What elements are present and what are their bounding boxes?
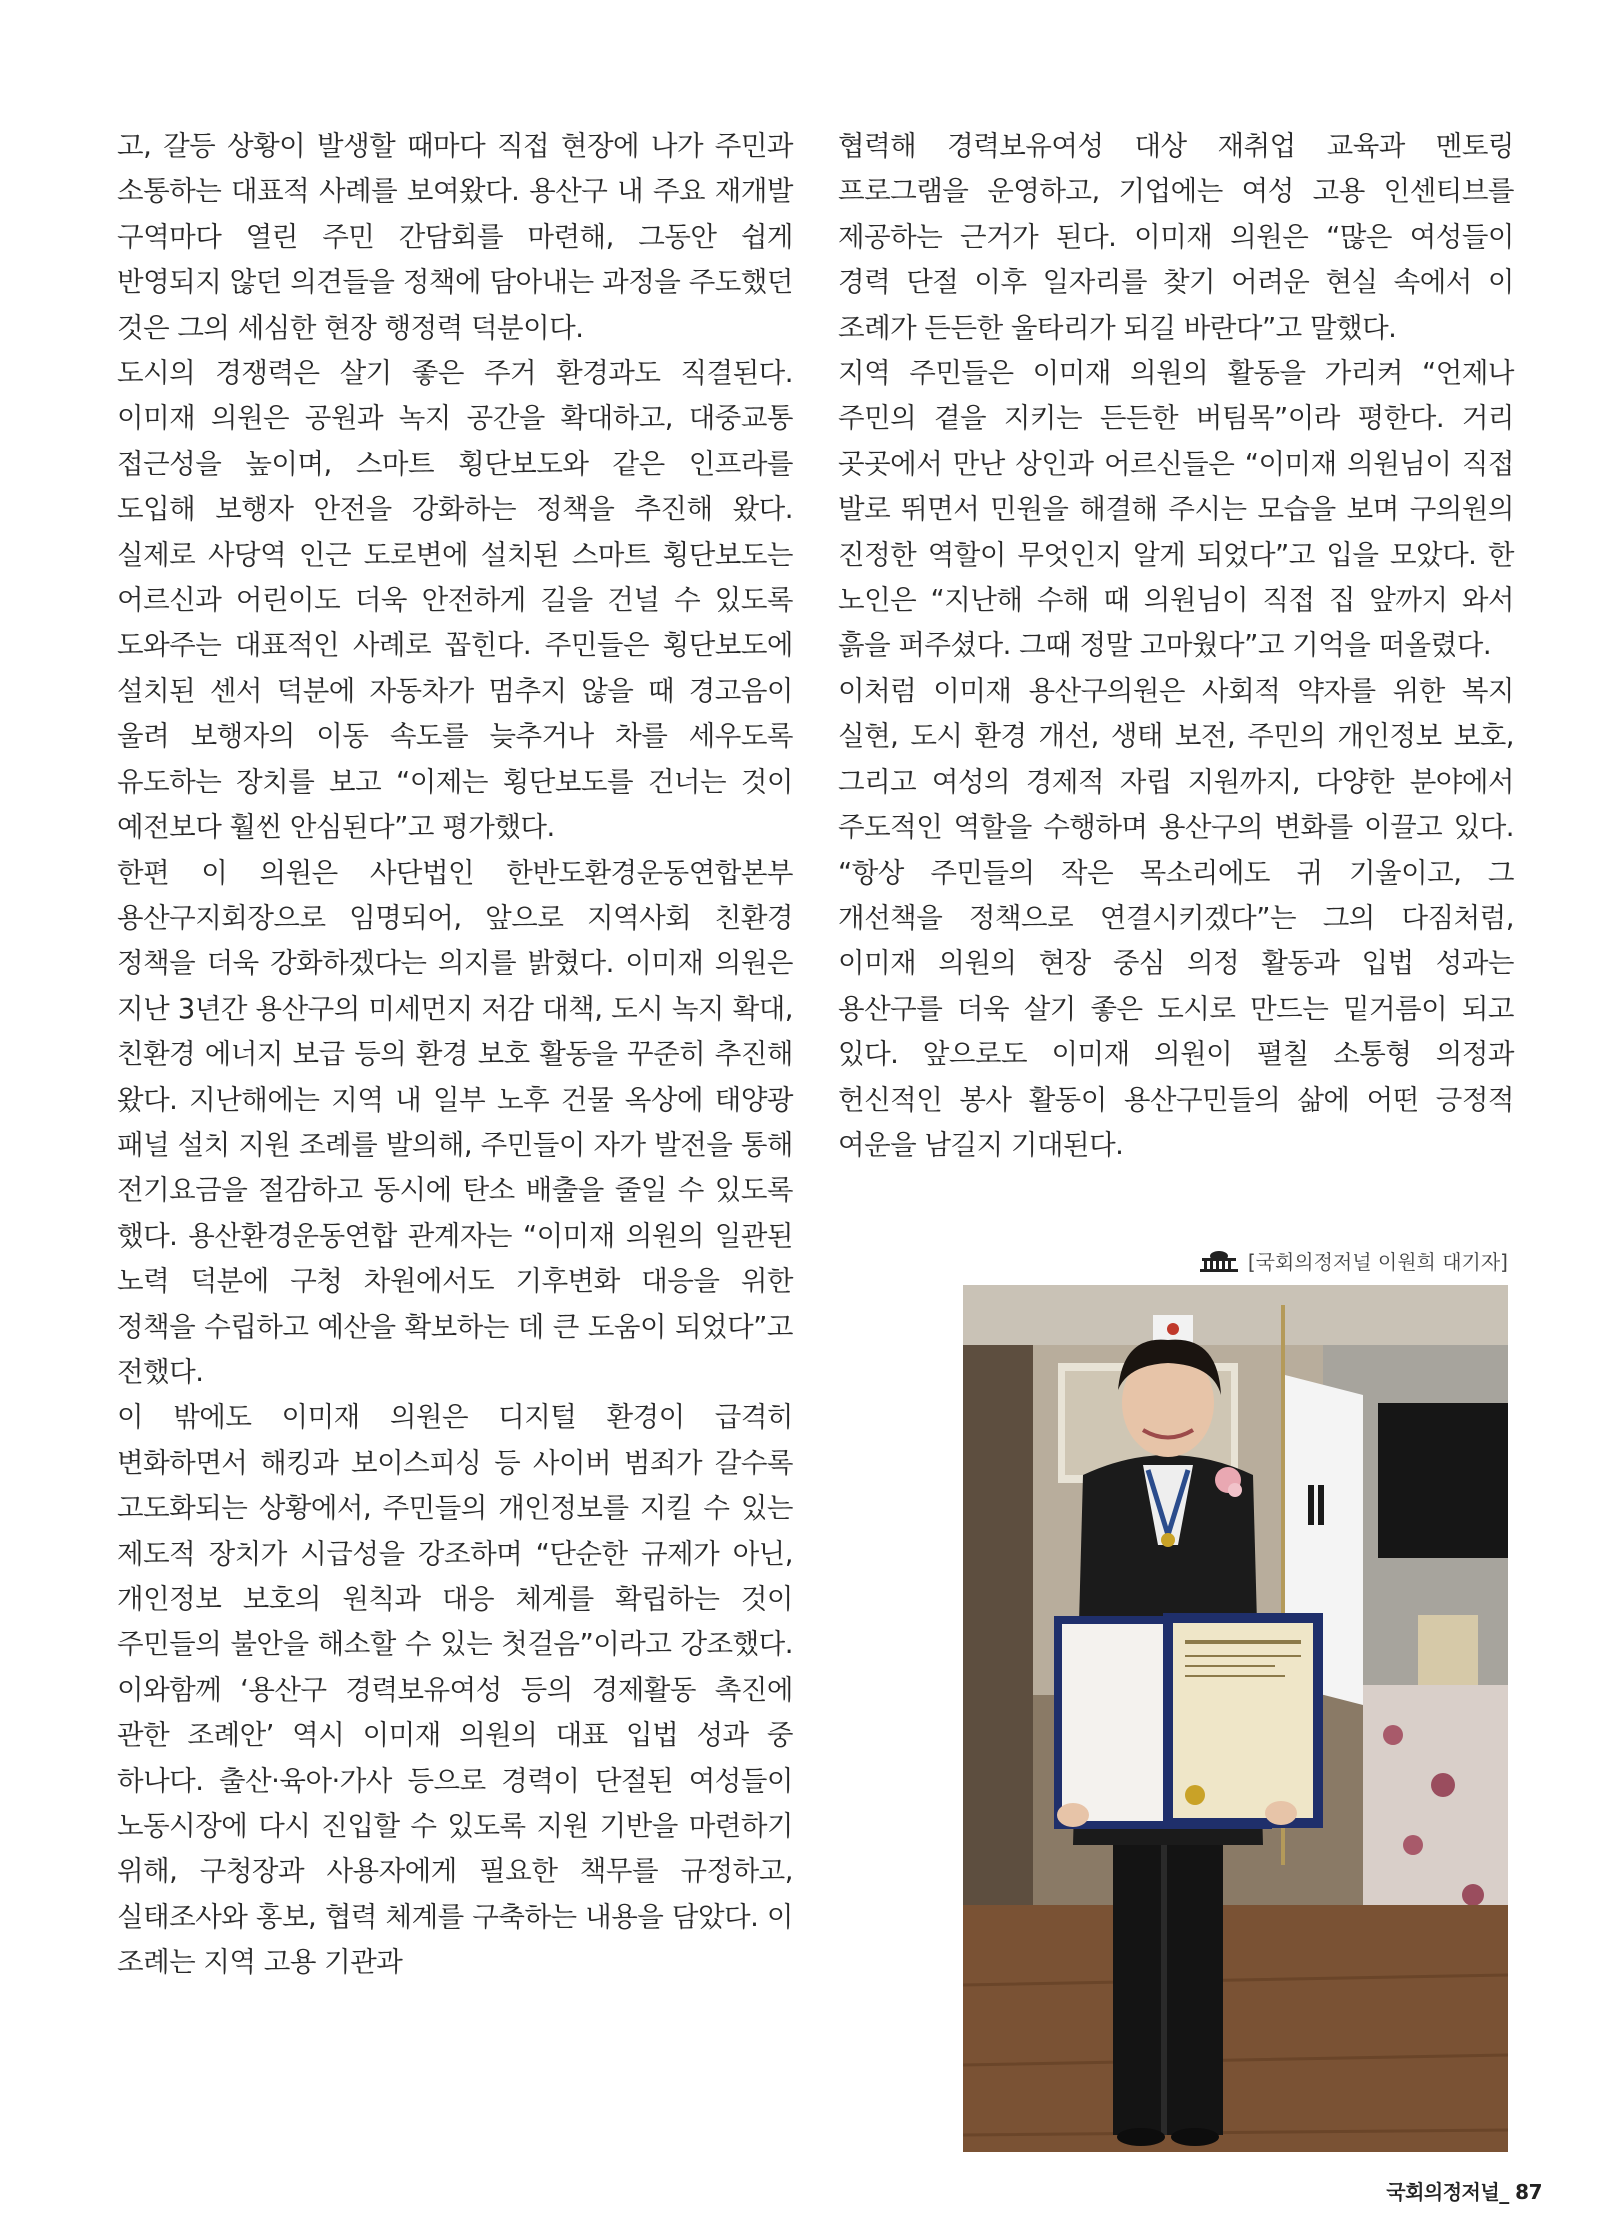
article-paragraph: 도시의 경쟁력은 살기 좋은 주거 환경과도 직결된다. 이미재 의원은 공원과 녹지 공간을 확대하고, 대중교통 접근성을 높이며, 스마트 횡단보도와 같은 인프라를 도입해 보행자 안전을 강화하는 정책을 추진해 왔다. 실제로 사당역 인근 도로변에 설치된 스마트 횡단보도는 어르신과 어린이도 더욱 안전하게 길을 건널 수 있도록 도와주는 대표적인 사례로 꼽힌다. 주민들은 횡단보도에 설치된 센서 덕분에 자동차가 멈추지 않을 때 경고음이 울려 보행자의 이동 속도를 늦추거나 차를 세우도록 유도하는 장치를 보고 “이제는 횡단보도를 건너는 것이 예전보다 훨씬 안심된다”고 평가했다. (117, 357, 793, 844)
article-paragraph: 이 밖에도 이미재 의원은 디지털 환경이 급격히 변화하면서 해킹과 보이스피싱 등 사이버 범죄가 갈수록 고도화되는 상황에서, 주민들의 개인정보를 지킬 수 있는 제도적 장치가 시급성을 강조하며 “단순한 규제가 아닌, 개인정보 보호의 원칙과 대응 체계를 확립하는 것이 주민들의 불안을 해소할 수 있는 첫걸음”이라고 강조했다. 이와함께 ‘용산구 경력보유여성 등의 경제활동 촉진에 관한 조례안’ 역시 이미재 의원의 대표 입법 성과 중 하나다. 출산·육아·가사 등으로 경력이 단절된 여성들이 노동시장에 다시 진입할 수 있도록 지원 기반을 마련하기 위해, 구청장과 사용자에게 필요한 책무를 규정하고, 실태조사와 홍보, 협력 체계를 구축하는 내용을 담았다. 이 조례는 지역 고용 기관과 (117, 1401, 793, 1979)
article-paragraph: 이처럼 이미재 용산구의원은 사회적 약자를 위한 복지 실현, 도시 환경 개선, 생태 보전, 주민의 개인정보 보호, 그리고 여성의 경제적 자립 지원까지, 다양한 분야에서 주도적인 역할을 수행하며 용산구의 변화를 이끌고 있다. “항상 주민들의 작은 목소리에도 귀 기울이고, 그 개선책을 정책으로 연결시키겠다”는 그의 다짐처럼, 이미재 의원의 현장 중심 의정 활동과 입법 성과는 용산구를 더욱 살기 좋은 도시로 만드는 밑거름이 되고 있다. 앞으로도 이미재 의원이 펼칠 소통형 의정과 헌신적인 봉사 활동이 용산구민들의 삶에 어떤 긍정적 여운을 남길지 기대된다. (838, 674, 1514, 1161)
article-column-right (838, 124, 1514, 1168)
article-paragraph: 협력해 경력보유여성 대상 재취업 교육과 멘토링 프로그램을 운영하고, 기업에는 여성 고용 인센티브를 제공하는 근거가 된다. 이미재 의원은 “많은 여성들이 경력 단절 이후 일자리를 찾기 어려운 현실 속에서 이 조례가 든든한 울타리가 되길 바란다”고 말했다. (838, 130, 1514, 344)
article-paragraph: 고, 갈등 상황이 발생할 때마다 직접 현장에 나가 주민과 소통하는 대표적 사례를 보여왔다. 용산구 내 주요 재개발 구역마다 열린 주민 간담회를 마련해, 그동안 쉽게 반영되지 않던 의견들을 정책에 담아내는 과정을 주도했던 것은 그의 세심한 현장 행정력 덕분이다. (117, 130, 793, 344)
article-paragraph: 지역 주민들은 이미재 의원의 활동을 가리켜 “언제나 주민의 곁을 지키는 든든한 버팀목”이라 평한다. 거리 곳곳에서 만난 상인과 어르신들은 “이미재 의원님이 직접 발로 뛰면서 민원을 해결해 주시는 모습을 보며 구의원의 진정한 역할이 무엇인지 알게 되었다”고 입을 모았다. 한 노인은 “지난해 수해 때 의원님이 직접 집 앞까지 와서 흙을 퍼주셨다. 그때 정말 고마웠다”고 기억을 떠올렸다. (838, 357, 1514, 662)
article-column-left (117, 124, 793, 1986)
parliament-icon (1198, 1250, 1240, 1272)
byline-text: [국회의정저널 이원희 대기자] (1247, 1250, 1508, 1274)
article-photo (963, 1285, 1508, 2152)
article-paragraph: 한편 이 의원은 사단법인 한반도환경운동연합본부 용산구지회장으로 임명되어, 앞으로 지역사회 친환경 정책을 더욱 강화하겠다는 의지를 밝혔다. 이미재 의원은 지난 3년간 용산구의 미세먼지 저감 대책, 도시 녹지 확대, 친환경 에너지 보급 등의 환경 보호 활동을 꾸준히 추진해 왔다. 지난해에는 지역 내 일부 노후 건물 옥상에 태양광 패널 설치 지원 조례를 발의해, 주민들이 자가 발전을 통해 전기요금을 절감하고 동시에 탄소 배출을 줄일 수 있도록 했다. 용산환경운동연합 관계자는 “이미재 의원의 일관된 노력 덕분에 구청 차원에서도 기후변화 대응을 위한 정책을 수립하고 예산을 확보하는 데 큰 도움이 되었다”고 전했다. (117, 856, 793, 1388)
byline (1198, 1246, 1508, 1275)
page-footer: 국회의정저널_ 87 (1386, 2180, 1542, 2204)
